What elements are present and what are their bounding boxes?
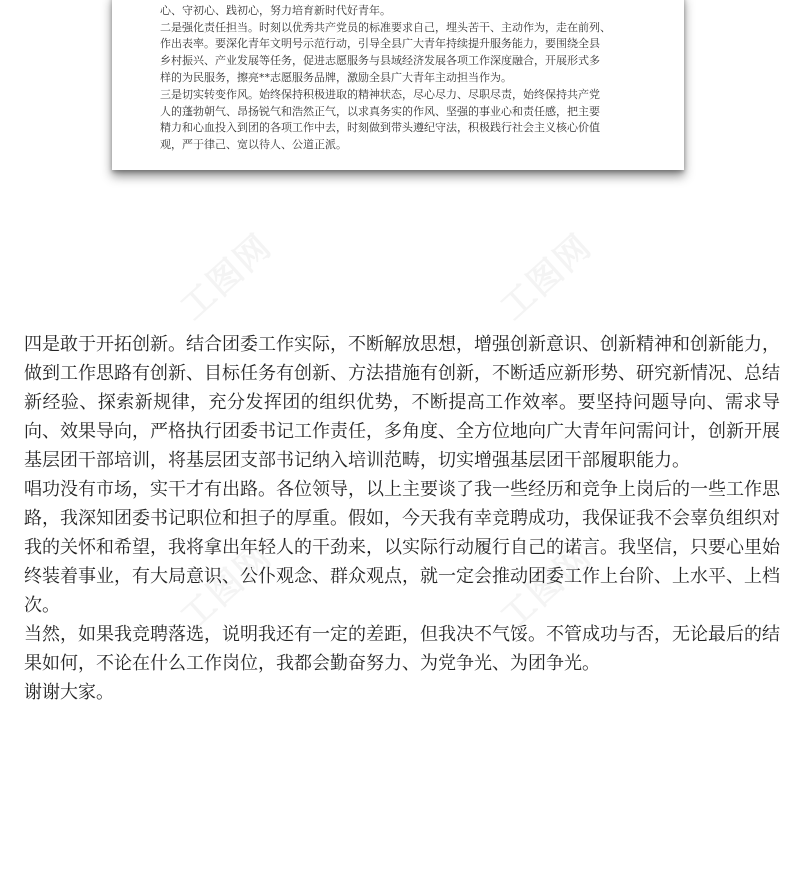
- preview-line: 观，严于律己、宽以待人、公道正派。: [160, 138, 347, 152]
- speech-body: [24, 330, 780, 707]
- preview-line: 人的蓬勃朝气、昂扬锐气和浩然正气，以求真务实的作风、坚强的事业心和责任感，把主要: [160, 104, 600, 118]
- preview-line: 二是强化责任担当。时刻以优秀共产党员的标准要求自己，埋头苦干、主动作为，走在前列、: [160, 20, 611, 34]
- preview-line: 样的为民服务，擦亮**志愿服务品牌，激励全县广大青年主动担当作为。: [160, 70, 512, 84]
- document-page-preview: [112, 0, 684, 170]
- watermark: 工图网: [172, 536, 280, 639]
- preview-line: 作出表率。要深化青年文明号示范行动，引导全县广大青年持续提升服务能力，要围绕全县: [160, 37, 600, 51]
- preview-line: 乡村振兴、产业发展等任务，促进志愿服务与县域经济发展各项工作深度融合，开展形式多: [160, 54, 600, 68]
- paragraph: 唱功没有市场，实干才有出路。各位领导，以上主要谈了我一些经历和竞争上岗后的一些工作思路，我深知团委书记职位和担子的厚重。假如，今天我有幸竞聘成功，我保证我不会辜负组织对我的关怀和希望，我将拿出年轻人的干劲来，以实际行动履行自己的诺言。我坚信，只要心里始终装着事业，有大局意识、公仆观念、群众观点，就一定会推动团委工作上台阶、上水平、上档次。: [24, 479, 780, 616]
- watermark: 工图网: [492, 226, 600, 329]
- paragraph: 四是敢于开拓创新。结合团委工作实际，不断解放思想，增强创新意识、创新精神和创新能力，做到工作思路有创新、目标任务有创新、方法措施有创新，不断适应新形势、研究新情况、总结新经验、探索新规律，充分发挥团的组织优势，不断提高工作效率。要坚持问题导向、需求导向、效果导向，严格执行团委书记工作责任，多角度、全方位地向广大青年问需问计，创新开展基层团干部培训，将基层团支部书记纳入培训范畴，切实增强基层团干部履职能力。: [24, 334, 780, 471]
- watermark: 工图网: [492, 536, 600, 639]
- preview-line: 精力和心血投入到团的各项工作中去，时刻做到带头遵纪守法，积极践行社会主义核心价值: [160, 121, 600, 135]
- paragraph: 当然，如果我竞聘落选，说明我还有一定的差距，但我决不气馁。不管成功与否，无论最后的结果如何，不论在什么工作岗位，我都会勤奋努力、为党争光、为团争光。: [24, 624, 780, 674]
- watermark: 工图网: [172, 226, 280, 329]
- preview-line: 心、守初心、践初心，努力培育新时代好青年。: [160, 3, 391, 17]
- preview-text: [160, 0, 660, 154]
- closing-line: 谢谢大家。: [24, 682, 114, 703]
- preview-line: 三是切实转变作风。始终保持积极进取的精神状态，尽心尽力、尽职尽责，始终保持共产党: [160, 87, 600, 101]
